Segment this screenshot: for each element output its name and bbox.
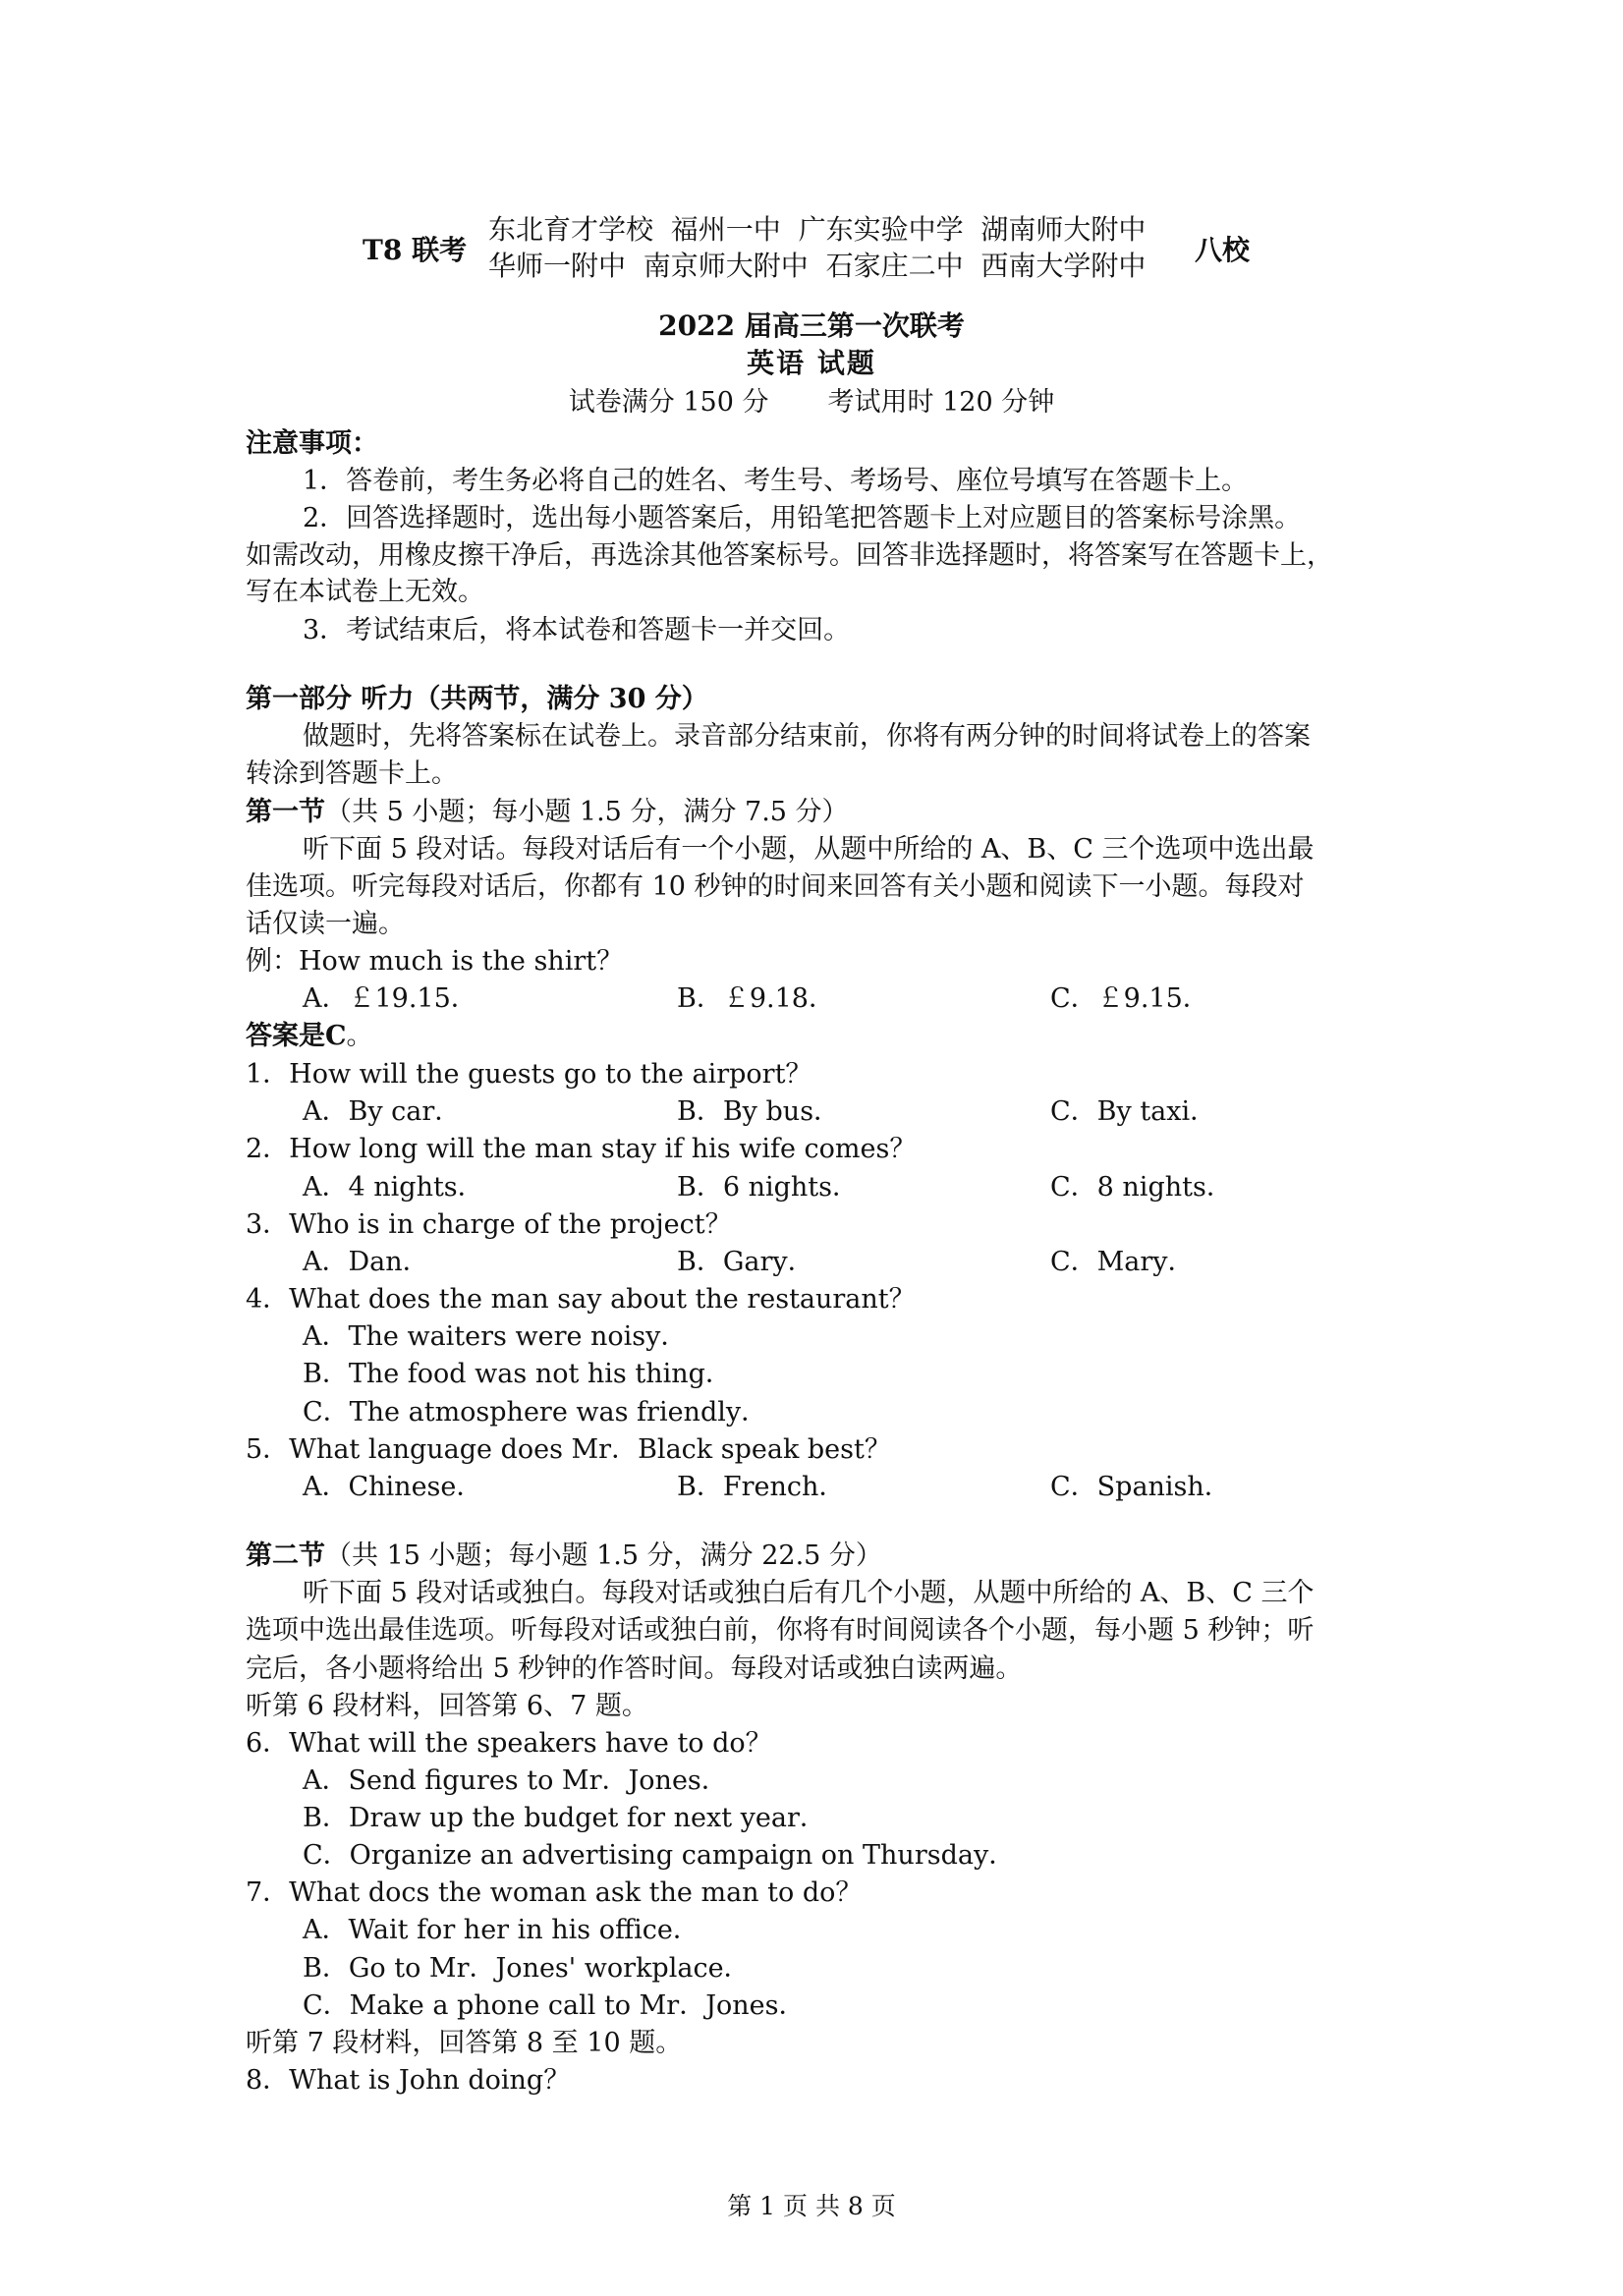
part1-intro-cont: 转涂到答题卡上。	[246, 758, 458, 789]
q1-option-c: C．By taxi．	[1050, 1096, 1217, 1127]
q3-option-b: B．Gary．	[677, 1247, 814, 1277]
q2-option-a: A．4 nights．	[303, 1172, 484, 1203]
example-answer-label: 答案是	[246, 1021, 325, 1051]
part1-intro: 做题时，先将答案标在试卷上。录音部分结束前，你将有两分钟的时间将试卷上的答案	[303, 721, 1311, 752]
section2-heading-rest: （共 15 小题；每小题 1.5 分，满分 22.5 分）	[325, 1540, 882, 1571]
section2-heading	[246, 1534, 882, 1572]
section1-instructions-cont: 佳选项。听完每段对话后，你都有 10 秒钟的时间来回答有关小题和阅读下一小题。每段对	[246, 871, 1305, 902]
q5-option-b: B．French．	[677, 1472, 846, 1502]
example-answer-letter: C	[325, 1021, 347, 1051]
question-4: 4．What does the man say about the restaurant？	[246, 1284, 916, 1315]
question-6: 6．What will the speakers have to do？	[246, 1728, 772, 1759]
notes-heading: 注意事项：	[246, 428, 378, 459]
question-1: 1．How will the guests go to the airport？	[246, 1059, 812, 1090]
q6-option-b: B．Draw up the budget for next year．	[303, 1803, 826, 1833]
header-left-label: T8 联考	[363, 234, 468, 266]
q6-option-c: C．Organize an advertising campaign on Thursday．	[303, 1840, 1016, 1871]
question-3: 3．Who is in charge of the project？	[246, 1209, 732, 1240]
note-2-cont: 如需改动，用橡皮擦干净后，再选涂其他答案标号。回答非选择题时，将答案写在答题卡上，	[246, 540, 1333, 571]
section2-instructions: 听下面 5 段对话或独白。每段对话或独白后有几个小题，从题中所给的 A、B、C 三个	[303, 1578, 1315, 1608]
exam-subject: 英语 试题	[747, 347, 876, 379]
q5-option-c: C．Spanish．	[1050, 1472, 1231, 1502]
q7-option-a: A．Wait for her in his office．	[303, 1915, 700, 1945]
header-schools-row2: 华师一附中 南京师大附中 石家庄二中 西南大学附中	[488, 250, 1147, 282]
section1-instructions-end: 话仅读一遍。	[246, 909, 405, 939]
material-7-note: 听第 7 段材料，回答第 8 至 10 题。	[246, 2028, 683, 2058]
section1-heading	[246, 790, 849, 828]
section1-instructions: 听下面 5 段对话。每段对话后有一个小题，从题中所给的 A、B、C 三个选项中选出最	[303, 834, 1315, 865]
header-schools-row1: 东北育才学校 福州一中 广东实验中学 湖南师大附中	[488, 213, 1147, 246]
q3-option-a: A．Dan．	[303, 1247, 429, 1277]
exam-title: 2022 届高三第一次联考	[658, 309, 965, 342]
section1-heading-label: 第一节	[246, 797, 325, 827]
question-7: 7．What docs the woman ask the man to do？	[246, 1877, 863, 1908]
q5-option-a: A．Chinese．	[303, 1472, 483, 1502]
q1-option-b: B．By bus．	[677, 1096, 841, 1127]
note-2: 2．回答选择题时，选出每小题答案后，用铅笔把答题卡上对应题目的答案标号涂黑。	[303, 503, 1302, 533]
q4-option-c: C．The atmosphere was friendly．	[303, 1397, 768, 1428]
example-answer	[246, 1014, 373, 1052]
section2-instructions-end: 完后，各小题将给出 5 秒钟的作答时间。每段对话或独白读两遍。	[246, 1653, 1023, 1684]
material-6-note: 听第 6 段材料，回答第 6、7 题。	[246, 1691, 648, 1721]
q2-option-c: C．8 nights．	[1050, 1172, 1233, 1203]
example-answer-end: 。	[346, 1021, 373, 1051]
example-option-a: A．￡19.15．	[303, 983, 477, 1014]
note-2-end: 写在本试卷上无效。	[246, 577, 484, 607]
q7-option-c: C．Make a phone call to Mr．Jones．	[303, 1990, 806, 2021]
section2-heading-label: 第二节	[246, 1540, 325, 1571]
q7-option-b: B．Go to Mr．Jones' workplace．	[303, 1953, 751, 1984]
example-option-c: C．￡9.15．	[1050, 983, 1209, 1014]
q6-option-a: A．Send figures to Mr．Jones．	[303, 1765, 728, 1796]
page-footer: 第 1 页 共 8 页	[727, 2192, 896, 2220]
note-3: 3．考试结束后，将本试卷和答题卡一并交回。	[303, 615, 851, 645]
section1-heading-rest: （共 5 小题；每小题 1.5 分，满分 7.5 分）	[325, 797, 849, 827]
q1-option-a: A．By car．	[303, 1096, 462, 1127]
example-option-b: B．￡9.18．	[677, 983, 835, 1014]
q4-option-b: B．The food was not his thing．	[303, 1359, 732, 1389]
exam-score-time: 试卷满分 150 分 考试用时 120 分钟	[568, 387, 1055, 418]
q2-option-b: B．6 nights．	[677, 1172, 860, 1203]
question-2: 2．How long will the man stay if his wife comes？	[246, 1134, 917, 1164]
question-5: 5．What language does Mr．Black speak best？	[246, 1434, 891, 1465]
part1-heading: 第一部分 听力（共两节，满分 30 分）	[246, 684, 708, 714]
section2-instructions-cont: 选项中选出最佳选项。听每段对话或独白前，你将有时间阅读各个小题，每小题 5 秒钟；听	[246, 1615, 1315, 1646]
example-question: 例：How much is the shirt？	[246, 946, 624, 977]
q3-option-c: C．Mary．	[1050, 1247, 1195, 1277]
question-8: 8．What is John doing？	[246, 2065, 571, 2096]
note-1: 1．答卷前，考生务必将自己的姓名、考生号、考场号、座位号填写在答题卡上。	[303, 466, 1249, 496]
q4-option-a: A．The waiters were noisy．	[303, 1321, 688, 1352]
header-right-label: 八校	[1195, 234, 1251, 266]
